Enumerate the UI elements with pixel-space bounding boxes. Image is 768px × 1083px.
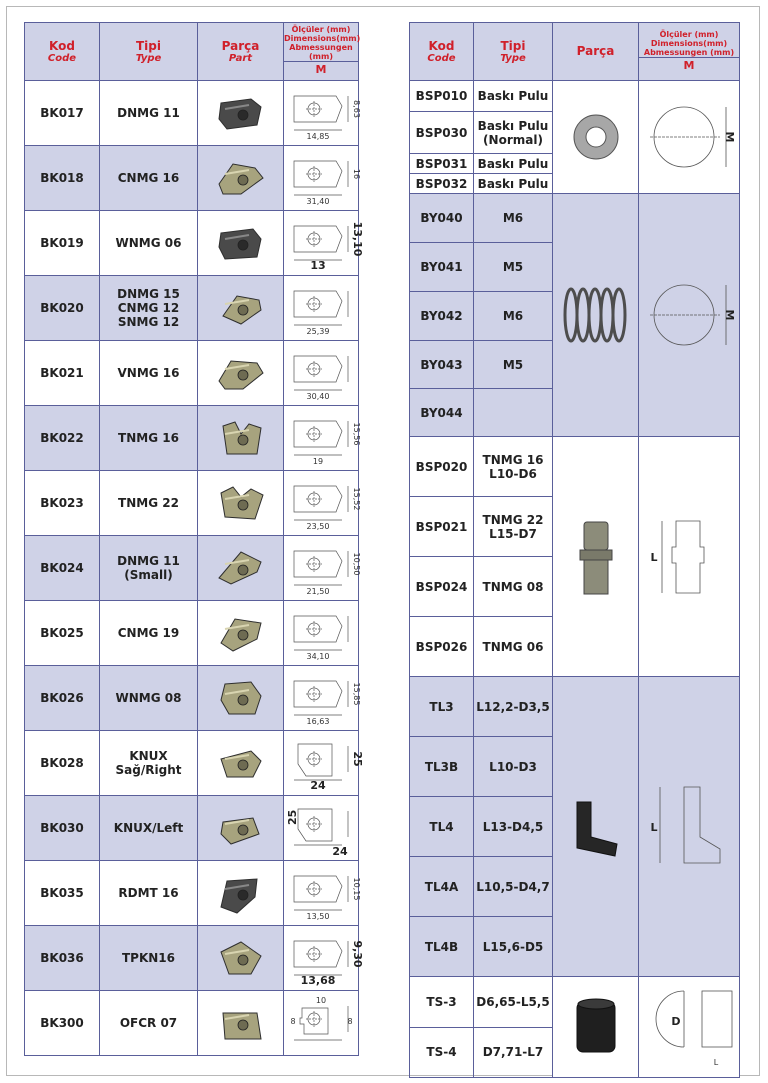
dimension-value: 13,50 [306,912,330,921]
part-code: BK036 [25,926,100,991]
part-image-cell [198,81,284,146]
part-type: TNMG 16 L10-D6 [474,437,553,497]
table-row [25,731,359,796]
part-code: BK017 [25,81,100,146]
part-code: TL3B [410,737,474,797]
table-row [25,146,359,211]
part-code: TL4A [410,857,474,917]
dimension-value: 13,68 [300,974,336,987]
part-code: BK021 [25,341,100,406]
dimension-cell [284,666,359,731]
dimension-value: 16,63 [306,717,330,726]
dimension-cell [639,437,740,677]
part-type: M6 [474,292,553,341]
dimension-value: 25 [351,751,364,767]
dimension-cell [639,677,740,977]
part-type: TNMG 22 L15-D7 [474,497,553,557]
dimension-value: 24 [332,845,348,858]
part-type: D7,71-L7 [474,1027,553,1078]
part-code: BY041 [410,243,474,292]
dimension-drawing-bk026 [284,669,361,727]
table-row [25,81,359,146]
table-row [25,471,359,536]
dimension-cell [284,146,359,211]
part-type: L10,5-D4,7 [474,857,553,917]
header-dims-en: Dimensions(mm) [284,34,361,43]
part-type: M5 [474,243,553,292]
part-code: TL3 [410,677,474,737]
part-image-cell [198,796,284,861]
dimension-value: 34,10 [306,652,330,661]
part-type: Baskı Pulu [474,81,553,112]
part-image-bk024 [211,544,271,592]
header-part-tr: Parça [221,38,260,53]
table-row [25,991,359,1056]
part-code: BSP032 [410,174,474,194]
dimension-drawing-group-2 [640,265,738,365]
table-row [410,437,740,497]
header-type-tr: Tipi [500,38,526,53]
dimension-value: 31,40 [306,197,330,206]
part-image-cell [198,666,284,731]
part-image-cell [198,991,284,1056]
part-code: TS-3 [410,977,474,1028]
part-code: BK026 [25,666,100,731]
part-type: TNMG 08 [474,557,553,617]
part-type: WNMG 06 [100,211,198,276]
dimension-value: 23,50 [306,522,330,531]
part-image-cell [198,471,284,536]
part-code: BY044 [410,389,474,437]
table-row [410,677,740,737]
header-part [198,23,284,81]
header-dimensions [639,23,740,81]
dimension-value: 8 [290,1017,296,1026]
table-row [25,796,359,861]
dimension-drawing-bk021 [284,344,358,402]
dimension-value: 10 [315,996,327,1005]
part-image-cell [198,536,284,601]
part-type: KNUX Sağ/Right [100,731,198,796]
table-row [410,977,740,1028]
part-image-bk018 [211,154,271,202]
dimension-drawing-group-1 [640,87,738,187]
part-type: TNMG 22 [100,471,198,536]
left-parts-table [24,22,364,1056]
header-part-en: Part [228,52,253,64]
part-image-bk020 [211,284,271,332]
header-dims-m: M [639,57,739,74]
part-image-cell [198,146,284,211]
lever-image [557,782,635,872]
part-image-bk017 [211,89,271,137]
part-type: DNMG 11 (Small) [100,536,198,601]
part-code: BK030 [25,796,100,861]
part-code: BK035 [25,861,100,926]
part-code: BK020 [25,276,100,341]
part-type: VNMG 16 [100,341,198,406]
dimension-drawing-bk017 [284,84,361,142]
header-type-tr: Tipi [135,38,161,53]
part-type: KNUX/Left [100,796,198,861]
part-code: BK023 [25,471,100,536]
dimension-drawing-bk300 [284,994,358,1052]
dimension-value: 19 [312,457,324,466]
left-header-row [25,23,359,81]
dimension-value: 9,30 [351,940,364,968]
part-code: BK025 [25,601,100,666]
dimension-cell [284,601,359,666]
header-type [100,23,198,81]
table-row [25,601,359,666]
part-code: BK018 [25,146,100,211]
part-type: M5 [474,341,553,389]
dimension-cell [284,731,364,796]
part-type: OFCR 07 [100,991,198,1056]
part-image-cell [198,601,284,666]
dimension-drawing-group-5 [640,977,738,1077]
table-row [25,211,359,276]
part-code: BK300 [25,991,100,1056]
part-code: BSP010 [410,81,474,112]
part-image-bk300 [211,999,271,1047]
part-code: BY042 [410,292,474,341]
dimension-value: 24 [310,779,326,792]
part-image-bk028 [211,739,271,787]
part-code: TS-4 [410,1027,474,1078]
header-part [553,23,639,81]
dimension-cell [284,406,359,471]
dimension-cell [284,341,359,406]
dimension-drawing-bk030 [284,799,358,857]
part-type: TPKN16 [100,926,198,991]
part-type: M6 [474,194,553,243]
part-code: BSP024 [410,557,474,617]
part-image-bk022 [211,414,271,462]
part-image-bk025 [211,609,271,657]
header-type-en: Type [500,52,526,64]
header-part-tr: Parça [576,44,615,58]
pin-image [557,512,635,602]
header-dims-tr: Ölçüler (mm) [291,25,351,34]
dimension-cell [284,926,364,991]
dimension-label: L [650,550,658,564]
part-image-cell [198,406,284,471]
washer-image [557,92,635,182]
dimension-value: 14,85 [306,132,330,141]
part-code: BK022 [25,406,100,471]
dimension-cell [284,991,359,1056]
dimension-label: L [713,1058,719,1067]
dimension-cell [639,977,740,1078]
part-type: RDMT 16 [100,861,198,926]
part-code: BSP020 [410,437,474,497]
dimension-value: 25,39 [306,327,330,336]
part-image-cell [553,437,639,677]
dimension-cell [284,276,359,341]
part-image-cell [198,861,284,926]
table-row [25,341,359,406]
dimension-cell [639,81,740,194]
part-image-bk035 [211,869,271,917]
part-code: BY043 [410,341,474,389]
dimension-value: 13,10 [351,221,364,257]
part-image-cell [553,977,639,1078]
dimension-drawing-group-4 [640,777,738,877]
dimension-label: M [723,131,736,143]
sleeve-image [557,982,635,1072]
part-type: L15,6-D5 [474,917,553,977]
dimension-drawing-bk035 [284,864,361,922]
part-code: BK028 [25,731,100,796]
part-code: BSP031 [410,154,474,174]
right-header-row [410,23,740,81]
part-type: TNMG 06 [474,617,553,677]
dimension-cell [284,81,359,146]
part-type: DNMG 15 CNMG 12 SNMG 12 [100,276,198,341]
dimension-value: 15,56 [352,422,361,446]
dimension-value: 21,50 [306,587,330,596]
dimension-drawing-bk024 [284,539,361,597]
dimension-drawing-group-3 [640,507,738,607]
part-code: BK024 [25,536,100,601]
header-dimensions [284,23,359,81]
part-image-bk019 [211,219,271,267]
part-type: DNMG 11 [100,81,198,146]
part-image-bk026 [211,674,271,722]
part-type: Baskı Pulu [474,174,553,194]
spring-image [557,270,635,360]
part-image-bk023 [211,479,271,527]
part-type: TNMG 16 [100,406,198,471]
dimension-drawing-bk023 [284,474,361,532]
header-dims-m: M [284,61,358,78]
dimension-cell [284,861,359,926]
part-code: BSP030 [410,112,474,154]
dimension-value: 25 [286,809,299,825]
part-type: L12,2-D3,5 [474,677,553,737]
part-image-cell [198,731,284,796]
right-parts-table [409,22,740,1078]
dimension-label: D [671,1015,681,1028]
part-image-cell [198,276,284,341]
header-dims-de: Abmessungen (mm) [643,47,735,57]
part-type: L13-D4,5 [474,797,553,857]
part-type: Baskı Pulu [474,154,553,174]
table-row [410,81,740,112]
part-image-cell [553,194,639,437]
dimension-value: 13 [310,259,326,272]
header-code [25,23,100,81]
part-type: Baskı Pulu (Normal) [474,112,553,154]
dimension-value: 15,52 [352,487,361,511]
dimension-drawing-bk020 [284,279,358,337]
dimension-value: 8,63 [352,100,361,118]
dimension-label: L [650,820,658,834]
table-row [25,406,359,471]
header-code-tr: Kod [49,38,75,53]
header-type [474,23,553,81]
table-row [25,536,359,601]
part-type: CNMG 16 [100,146,198,211]
dimension-drawing-bk025 [284,604,358,662]
header-code [410,23,474,81]
part-type: WNMG 08 [100,666,198,731]
part-type: CNMG 19 [100,601,198,666]
part-code: TL4 [410,797,474,857]
dimension-cell [284,536,359,601]
part-image-cell [198,926,284,991]
part-type [474,389,553,437]
dimension-value: 10,50 [352,552,361,576]
dimension-drawing-bk028 [284,734,364,792]
header-dims-tr: Ölçüler (mm) [659,29,719,39]
dimension-value: 10,15 [352,877,361,901]
dimension-drawing-bk036 [284,929,364,987]
dimension-drawing-bk018 [284,149,361,207]
table-row [25,861,359,926]
part-code: BSP026 [410,617,474,677]
dimension-drawing-bk022 [284,409,361,467]
table-row [25,926,359,991]
part-type: D6,65-L5,5 [474,977,553,1028]
table-row [25,666,359,731]
dimension-label: M [723,309,736,321]
part-image-cell [553,677,639,977]
part-code: TL4B [410,917,474,977]
part-code: BK019 [25,211,100,276]
header-code-tr: Kod [428,38,455,53]
header-code-en: Code [427,52,456,64]
part-image-bk036 [211,934,271,982]
header-code-en: Code [47,52,77,64]
dimension-drawing-bk019 [284,214,364,272]
header-dims-en: Dimensions(mm) [650,38,728,48]
dimension-cell [639,194,740,437]
dimension-value: 15,85 [352,682,361,706]
part-code: BSP021 [410,497,474,557]
part-image-bk030 [211,804,271,852]
part-image-cell [198,341,284,406]
table-row [25,276,359,341]
dimension-cell [284,211,364,276]
dimension-value: 8 [347,1017,353,1026]
header-dims-de: Abmessungen (mm) [289,43,353,61]
header-type-en: Type [135,52,162,64]
part-code: BY040 [410,194,474,243]
dimension-cell [284,796,359,861]
part-image-cell [198,211,284,276]
dimension-value: 30,40 [306,392,330,401]
part-image-bk021 [211,349,271,397]
part-type: L10-D3 [474,737,553,797]
table-row [410,194,740,243]
dimension-value: 16 [352,168,361,180]
dimension-cell [284,471,359,536]
part-image-cell [553,81,639,194]
